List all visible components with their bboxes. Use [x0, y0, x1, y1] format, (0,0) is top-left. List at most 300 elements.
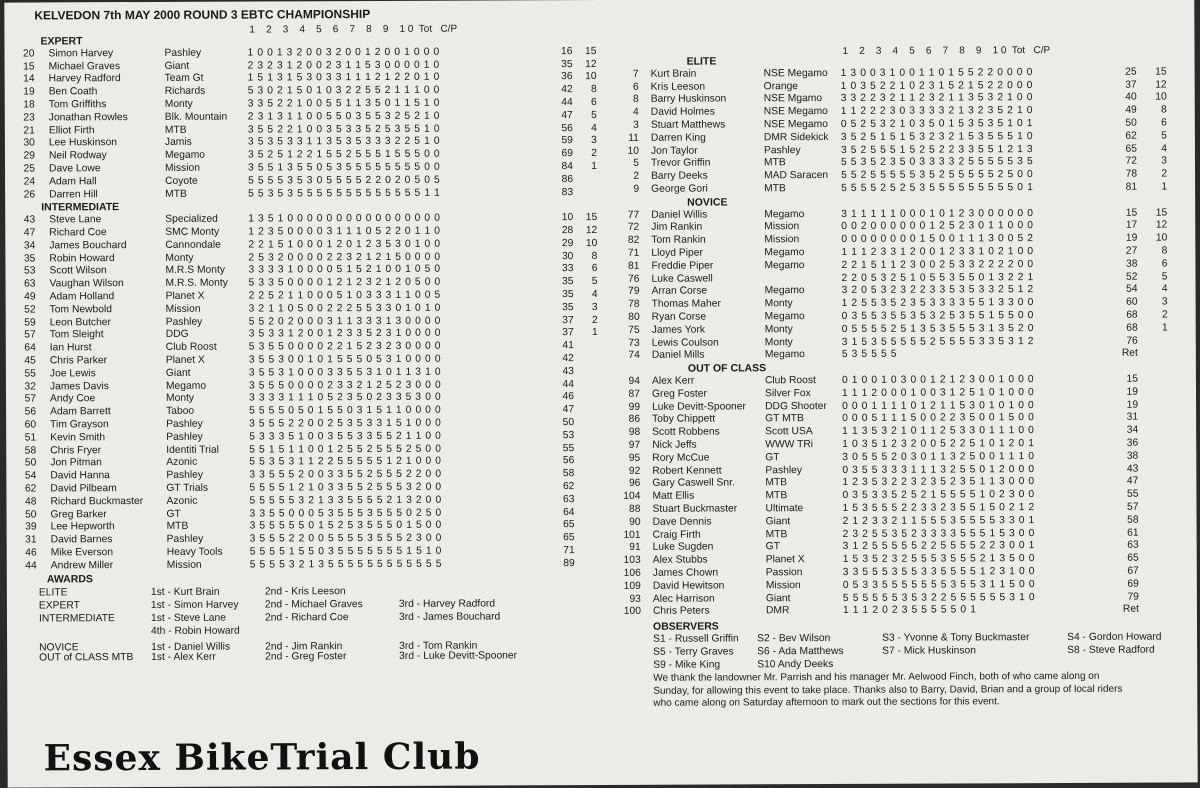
championship-points: 1: [579, 161, 597, 173]
bike-make: Club Roost: [765, 375, 816, 387]
award-category: ELITE: [39, 586, 68, 599]
rider-name: Harvey Radford: [49, 73, 121, 85]
rider-name: Kris Leeson: [651, 81, 705, 93]
rider-number: 7: [617, 69, 639, 81]
rider-number: 91: [619, 542, 641, 554]
rider-number: 48: [20, 496, 36, 508]
championship-points: 5: [579, 110, 597, 122]
award-first: 1st - Alex Kerr: [151, 650, 216, 663]
bike-make: Mission: [167, 560, 202, 572]
award-second: 2nd - Jim Rankin: [265, 640, 342, 653]
section-scores: 5 5 5 5 1 5 5 0 3 5 5 5 5 5 5 5 1 5 1 0: [250, 546, 442, 559]
rider-number: 86: [618, 414, 640, 426]
total-score: 89: [555, 558, 575, 570]
section-scores: 3 5 5 2 2 1 0 0 3 5 3 3 5 2 5 3 5 5 1 0: [248, 123, 440, 136]
total-score: 67: [1119, 566, 1139, 578]
rider-number: 92: [618, 465, 640, 477]
total-score: 10: [553, 212, 573, 224]
total-score: 79: [1119, 591, 1139, 603]
championship-points: 10: [579, 238, 597, 250]
championship-points: 8: [579, 251, 597, 263]
observer-entry: S6 - Ada Matthews: [757, 646, 843, 657]
rider-number: 23: [19, 112, 35, 124]
section-scores: 0 0 0 1 1 1 1 0 1 2 1 1 5 3 0 1 0 1 0 0: [842, 400, 1034, 413]
rider-name: Greg Foster: [652, 388, 707, 400]
bike-make: MTB: [765, 490, 787, 502]
championship-points: 12: [1147, 79, 1167, 91]
total-score: 83: [553, 187, 573, 199]
rider-name: David Hanna: [50, 470, 110, 482]
total-score: 38: [1118, 450, 1138, 462]
rider-name: Dave Lowe: [49, 163, 101, 175]
total-score: 81: [1117, 182, 1137, 194]
bike-make: MTB: [765, 478, 787, 490]
championship-points: 15: [578, 46, 596, 58]
award-third: 3rd - James Bouchard: [399, 610, 500, 623]
rider-number: 39: [21, 522, 37, 534]
bike-make: Pashley: [166, 470, 203, 482]
rider-name: Luke Sugden: [653, 542, 714, 554]
total-score: 50: [1117, 118, 1137, 130]
bike-make: Giant: [165, 60, 190, 72]
section-scores: 0 5 5 5 5 2 5 1 3 5 3 5 5 5 3 1 3 5 2 0: [842, 323, 1034, 336]
rider-name: Freddie Piper: [651, 260, 713, 272]
section-scores: 1 5 3 5 5 5 2 2 3 3 2 3 5 5 1 5 0 2 1 2: [842, 502, 1034, 515]
total-score: 38: [1117, 258, 1137, 270]
left-results-column: [4, 0, 604, 3]
rider-name: Andy Coe: [50, 394, 95, 406]
bike-make: Club Roost: [166, 342, 217, 354]
section-scores: 1 2 3 5 3 2 2 3 2 3 5 2 3 5 1 1 3 0 0 0: [842, 476, 1034, 489]
section-scores: 5 5 2 0 2 0 0 0 3 1 1 3 3 3 1 3 0 0 0 0: [249, 315, 441, 328]
award-second: 2nd - Kris Leeson: [265, 585, 346, 598]
thanks-note-line: Sunday, for allowing this event to take place. Thanks also to Barry, David, Brian and a group of local riders: [653, 683, 1122, 698]
award-row: [7, 649, 607, 665]
rider-name: Tom Sleight: [50, 330, 104, 342]
championship-points: 2: [579, 148, 597, 160]
section-scores: 3 3 5 5 5 3 5 5 3 3 5 5 5 5 1 2 3 1 0 0: [843, 566, 1035, 579]
rider-name: George Gori: [651, 184, 708, 196]
rider-name: Richard Coe: [49, 227, 106, 239]
rider-number: 9: [617, 184, 639, 196]
rider-number: 90: [619, 517, 641, 529]
total-score: 49: [1117, 105, 1137, 117]
thanks-note-line: who came along on Saturday afternoon to mark out the sections for this event.: [653, 696, 999, 710]
rider-number: 99: [618, 401, 640, 413]
total-score: 35: [553, 276, 573, 288]
total-score: 35: [554, 302, 574, 314]
bike-make: MTB: [165, 124, 187, 136]
bike-make: Pashley: [167, 534, 204, 546]
rider-number: 47: [19, 227, 35, 239]
rider-number: 73: [618, 337, 640, 349]
section-scores: 2 3 2 5 5 3 5 2 3 3 3 3 5 5 5 1 5 3 0 0: [843, 528, 1035, 541]
bike-make: SMC Monty: [165, 227, 219, 239]
total-score: 16: [552, 46, 572, 58]
section-scores: 3 3 3 3 1 0 0 0 0 5 1 5 2 1 0 0 1 0 5 0: [248, 264, 440, 277]
rider-name: Joe Lewis: [50, 368, 96, 380]
section-scores: 3 3 5 2 2 1 0 0 5 5 1 1 3 5 0 1 1 5 1 0: [248, 98, 440, 111]
rider-number: 103: [619, 555, 641, 567]
total-score: 27: [1117, 246, 1137, 258]
section-scores: 1 0 3 5 2 2 1 0 2 3 1 5 2 1 5 2 2 0 0 0: [841, 80, 1033, 93]
rider-name: Tom Newbold: [50, 304, 112, 316]
section-scores: 3 5 5 5 0 0 0 0 2 3 3 2 1 2 5 2 3 0 0 0: [249, 379, 441, 392]
rider-name: Tom Rankin: [651, 235, 705, 247]
rider-number: 79: [618, 286, 640, 298]
thanks-note-line: We thank the landowner Mr. Parrish and his manager Mr. Aelwood Finch, both of who came along on: [653, 671, 1099, 685]
total-score: 47: [554, 404, 574, 416]
observer-entry: S5 - Terry Graves: [653, 647, 734, 658]
bike-make: MTB: [764, 158, 786, 170]
total-score: 41: [554, 340, 574, 352]
total-score: 50: [554, 417, 574, 429]
total-score: 56: [554, 456, 574, 468]
rider-name: David Hewitson: [653, 580, 725, 592]
section-scores: 0 3 5 3 3 5 2 5 2 1 5 5 5 5 1 0 2 3 0 0: [842, 489, 1034, 502]
award-third: 3rd - Harvey Radford: [399, 597, 495, 610]
bike-make: Megamo: [764, 260, 804, 272]
rider-name: Matt Ellis: [652, 491, 694, 503]
rider-name: Barry Deeks: [651, 171, 708, 183]
section-scores: 3 2 0 5 3 2 3 2 2 3 3 5 3 5 3 3 2 5 1 2: [842, 285, 1034, 298]
section-scores: 5 5 5 5 1 2 1 0 3 3 5 5 2 5 5 5 3 2 0 0: [249, 482, 441, 495]
total-score: 43: [1118, 463, 1138, 475]
bike-make: Team Gt: [165, 73, 204, 85]
rider-name: Jon Pitman: [50, 458, 102, 470]
championship-points: 3: [1147, 156, 1167, 168]
total-score: 55: [1118, 489, 1138, 501]
rider-number: 74: [618, 350, 640, 362]
total-score: 61: [1119, 527, 1139, 539]
total-score: Ret: [1119, 604, 1139, 616]
championship-points: 8: [1147, 246, 1167, 258]
rider-number: 14: [19, 74, 35, 86]
championship-points: 6: [1147, 258, 1167, 270]
rider-number: 8: [617, 94, 639, 106]
section-scores: 0 0 2 0 0 0 0 0 0 1 2 5 2 3 0 1 1 0 0 0: [841, 221, 1033, 234]
observers-title: OBSERVERS: [653, 621, 719, 634]
bike-make: Silver Fox: [765, 388, 811, 400]
rider-number: 94: [618, 376, 640, 388]
total-score: 63: [1119, 540, 1139, 552]
section-scores: 1 3 0 0 3 1 0 0 1 1 0 1 5 5 2 2 0 0 0 0: [841, 67, 1033, 80]
bike-make: Planet X: [766, 554, 805, 566]
rider-name: Scott Robbens: [652, 427, 720, 439]
total-score: 43: [554, 366, 574, 378]
total-score: 40: [1117, 92, 1137, 104]
section-scores: 3 5 5 3 0 0 1 0 1 5 5 5 0 5 3 1 0 0 0 0: [249, 354, 441, 367]
observer-entry: S2 - Bev Wilson: [757, 633, 830, 644]
rider-number: 18: [19, 99, 35, 111]
bike-make: WWW TRi: [765, 439, 813, 451]
total-score: 68: [1118, 310, 1138, 322]
section-scores: 2 1 2 3 3 2 1 1 5 5 5 3 5 5 5 5 3 3 0 1: [843, 515, 1035, 528]
bike-make: GT: [765, 452, 779, 464]
section-scores: 1 0 0 1 3 2 0 0 3 2 0 0 1 2 0 0 1 0 0 0: [247, 46, 439, 59]
rider-number: 30: [19, 138, 35, 150]
rider-number: 53: [19, 266, 35, 278]
bike-make: MTB: [167, 521, 189, 533]
award-second: 2nd - Greg Foster: [265, 650, 346, 663]
section-scores: 3 2 1 1 0 5 0 0 2 2 2 5 5 3 3 0 1 0 1 0: [249, 302, 441, 315]
championship-points: 12: [1147, 220, 1167, 232]
total-score: 62: [554, 481, 574, 493]
rider-number: 43: [19, 215, 35, 227]
rider-number: 57: [20, 330, 36, 342]
section-scores: 2 3 2 3 1 2 0 0 2 3 1 1 5 3 0 0 0 0 1 0: [248, 59, 440, 72]
rider-name: Alex Stubbs: [653, 555, 708, 567]
bike-make: Megamo: [765, 311, 805, 323]
rider-name: Tim Grayson: [50, 419, 109, 431]
rider-name: Richard Buckmaster: [50, 496, 143, 508]
section-scores: 1 0 3 5 1 2 3 2 0 0 5 2 2 5 1 0 1 2 0 1: [842, 438, 1034, 451]
page-title: KELVEDON 7th MAY 2000 ROUND 3 EBTC CHAMPIONSHIP: [34, 7, 370, 22]
bike-make: DMR: [766, 606, 790, 618]
championship-points: 10: [1147, 233, 1167, 245]
rider-number: 3: [617, 120, 639, 132]
championship-points: 1: [1147, 182, 1167, 194]
section-scores: 2 2 1 5 1 0 0 0 1 2 0 1 2 3 5 3 0 1 0 0: [248, 238, 440, 251]
rider-number: 6: [617, 81, 639, 93]
total-score: 36: [1118, 438, 1138, 450]
rider-name: Robin Howard: [49, 253, 114, 265]
rider-name: Toby Chippett: [652, 414, 715, 426]
observer-entry: S1 - Russell Griffin: [653, 634, 739, 645]
section-scores: 0 0 0 5 1 1 1 5 0 0 2 2 3 5 0 0 1 5 0 0: [842, 412, 1034, 425]
rider-number: 21: [19, 125, 35, 137]
rider-name: David Pilbeam: [50, 483, 116, 495]
observer-entry: S3 - Yvonne & Tony Buckmaster: [882, 632, 1029, 644]
championship-points: 4: [1147, 143, 1167, 155]
total-score: 25: [1117, 66, 1137, 78]
rider-name: Tom Griffiths: [49, 99, 107, 111]
rider-name: Thomas Maher: [652, 299, 721, 311]
rider-number: 77: [617, 209, 639, 221]
section-scores: 5 3 3 3 5 1 0 0 3 5 5 3 3 5 5 2 1 1 0 0: [249, 430, 441, 443]
total-score: 47: [553, 110, 573, 122]
section-scores: 3 3 5 5 0 0 0 5 3 5 5 5 3 5 5 5 0 2 5 0: [250, 507, 442, 520]
total-score: 65: [1117, 143, 1137, 155]
bike-make: Pashley: [166, 316, 203, 328]
rider-name: Elliot Firth: [49, 125, 95, 137]
rider-name: Mike Everson: [51, 547, 113, 559]
total-score: 52: [1117, 271, 1137, 283]
rider-name: Chris Peters: [653, 606, 710, 618]
rider-name: Adam Hall: [49, 176, 97, 188]
rider-number: 44: [21, 560, 37, 572]
total-score: 58: [554, 468, 574, 480]
section-scores: 5 5 3 5 2 3 5 0 3 3 3 3 2 5 5 5 5 5 3 5: [841, 157, 1033, 170]
section-scores: 3 1 2 5 5 5 5 5 2 2 5 5 5 5 2 2 3 0 0 1: [843, 540, 1035, 553]
rider-number: 58: [20, 445, 36, 457]
bike-make: Passion: [766, 567, 803, 579]
championship-points: 15: [1147, 66, 1167, 78]
total-score: 59: [553, 136, 573, 148]
rider-number: 63: [19, 279, 35, 291]
award-category: OUT of CLASS MTB: [39, 651, 133, 664]
bike-make: Blk. Mountain: [165, 111, 227, 123]
section-scores: 5 3 5 5 5 5: [842, 349, 897, 361]
total-score: 63: [554, 494, 574, 506]
bike-make: MTB: [766, 529, 788, 541]
rider-number: 45: [20, 355, 36, 367]
rider-name: Stuart Matthews: [651, 119, 725, 131]
rider-number: 11: [617, 133, 639, 145]
bike-make: Pashley: [166, 432, 203, 444]
bike-make: Heavy Tools: [167, 547, 223, 559]
section-scores: 5 5 5 5 3 2 1 3 5 5 5 5 5 5 5 5 5 5 5 5: [250, 558, 442, 571]
championship-points: 4: [579, 123, 597, 135]
rider-name: Luke Devitt-Spooner: [652, 401, 746, 413]
rider-name: Lloyd Piper: [651, 248, 703, 260]
rider-number: 76: [617, 273, 639, 285]
award-third: 3rd - Tom Rankin: [399, 639, 477, 652]
total-score: 28: [553, 225, 573, 237]
rider-name: Ryan Corse: [652, 312, 706, 324]
section-scores: 5 3 5 5 0 0 0 0 2 2 1 5 2 3 2 3 0 0 0 0: [249, 341, 441, 354]
award-second: 2nd - Michael Graves: [265, 598, 363, 611]
bike-make: Monty: [765, 324, 793, 336]
section-scores: 3 5 5 5 2 2 0 0 2 5 3 5 3 3 1 5 1 0 0 0: [249, 418, 441, 431]
section-scores: 5 5 1 5 1 1 0 0 1 2 5 5 2 5 5 5 2 5 0 0: [249, 443, 441, 456]
rider-number: 101: [619, 529, 641, 541]
observer-entry: S4 - Gordon Howard: [1067, 632, 1161, 643]
total-score: 84: [553, 161, 573, 173]
bike-make: Scott USA: [765, 426, 813, 438]
championship-points: 3: [580, 302, 598, 314]
total-score: 29: [553, 238, 573, 250]
class-title: OUT OF CLASS: [688, 362, 766, 375]
rider-number: 88: [618, 504, 640, 516]
awards-title: AWARDS: [47, 573, 93, 586]
bike-make: Orange: [764, 81, 798, 93]
section-scores: 3 5 2 5 5 5 1 5 2 5 2 2 3 3 5 5 1 2 1 3: [841, 144, 1033, 157]
bike-make: Mission: [764, 222, 799, 234]
rider-name: Trevor Griffin: [651, 158, 711, 170]
bike-make: Mission: [165, 163, 200, 175]
section-scores: 1 1 1 2 0 0 0 1 0 0 3 1 2 5 1 0 1 0 0 0: [842, 387, 1034, 400]
championship-points: 12: [579, 59, 597, 71]
rider-number: 50: [21, 509, 37, 521]
award-category: EXPERT: [39, 599, 80, 612]
championship-points: 2: [1148, 310, 1168, 322]
rider-name: Chris Fryer: [50, 445, 101, 457]
total-score: 36: [553, 72, 573, 84]
bike-make: Mission: [166, 304, 201, 316]
section-scores: 1 1 1 2 3 3 1 2 0 0 1 2 3 3 1 0 2 1 0 0: [841, 246, 1033, 259]
bike-make: Specialized: [165, 214, 218, 226]
rider-number: 87: [618, 389, 640, 401]
rider-name: Daniel Mills: [652, 350, 705, 362]
result-row: [617, 181, 1195, 196]
bike-make: M.R.S Monty: [165, 265, 225, 277]
rider-name: Kurt Brain: [651, 68, 697, 80]
rider-name: Greg Barker: [51, 509, 107, 521]
section-scores: 2 3 1 3 1 1 0 0 5 5 0 3 5 5 3 2 5 2 1 0: [248, 110, 440, 123]
rider-name: James Chown: [653, 567, 718, 579]
rider-number: 64: [20, 343, 36, 355]
section-scores: 5 5 5 5 0 5 0 1 5 5 0 3 1 5 1 1 0 0 0 0: [249, 405, 441, 418]
total-score: 33: [553, 264, 573, 276]
observer-entry: S7 - Mick Huskinson: [882, 646, 976, 657]
championship-points: 5: [579, 276, 597, 288]
rider-name: Alex Kerr: [652, 376, 694, 388]
observer-entry: S9 - Mike King: [653, 660, 720, 671]
championship-points: 4: [1148, 284, 1168, 296]
bike-make: Pashley: [164, 48, 201, 60]
rider-name: Ben Coath: [49, 86, 98, 98]
section-scores: 5 5 5 5 5 5 3 5 3 2 2 5 5 5 5 5 5 3 1 0: [843, 592, 1035, 605]
bike-make: Mission: [766, 580, 801, 592]
championship-points: 2: [580, 315, 598, 327]
rider-name: Ian Hurst: [50, 342, 92, 354]
award-first: 1st - Kurt Brain: [151, 585, 220, 598]
bike-make: Monty: [166, 393, 194, 405]
section-scores: 1 2 3 5 0 0 0 0 3 1 1 1 0 5 2 2 0 1 1 0: [248, 226, 440, 239]
class-title: NOVICE: [687, 196, 727, 209]
bike-make: Ultimate: [765, 503, 803, 515]
award-first: 1st - Simon Harvey: [151, 598, 239, 611]
rider-number: 106: [619, 568, 641, 580]
rider-number: 51: [20, 432, 36, 444]
bike-make: GT Trials: [166, 483, 208, 495]
section-scores: 3 5 2 5 1 2 2 1 5 5 2 5 5 5 1 5 5 5 0 0: [248, 149, 440, 162]
bike-make: Jamis: [165, 137, 192, 149]
rider-name: Arran Corse: [652, 286, 708, 298]
total-score: 47: [1118, 476, 1138, 488]
rider-number: 20: [18, 48, 34, 60]
rider-number: 81: [617, 261, 639, 273]
rider-name: Jon Taylor: [651, 145, 698, 157]
bike-make: NSE Megamo: [764, 119, 828, 131]
total-score: 65: [555, 532, 575, 544]
championship-points: 6: [579, 263, 597, 275]
rider-name: Darren King: [651, 132, 706, 144]
bike-make: Planet X: [166, 355, 205, 367]
total-score: 15: [1117, 207, 1137, 219]
championship-points: 5: [1147, 271, 1167, 283]
total-score: 15: [1118, 374, 1138, 386]
rider-number: 55: [20, 368, 36, 380]
bike-make: M.R.S. Monty: [165, 278, 227, 290]
class-title: INTERMEDIATE: [41, 201, 119, 214]
total-score: 64: [554, 507, 574, 519]
total-score: 44: [553, 97, 573, 109]
rider-number: 46: [21, 547, 37, 559]
result-row: [618, 348, 1196, 363]
rider-number: 49: [20, 291, 36, 303]
club-name-banner: Essex BikeTrial Club: [43, 736, 480, 780]
rider-number: 54: [20, 471, 36, 483]
total-score: 42: [554, 353, 574, 365]
rider-name: Kevin Smith: [50, 432, 105, 444]
rider-name: Michael Graves: [49, 61, 121, 73]
rider-number: 72: [617, 222, 639, 234]
award-first: 4th - Robin Howard: [151, 624, 240, 637]
rider-name: Vaughan Wilson: [49, 278, 123, 290]
rider-number: 82: [617, 235, 639, 247]
rider-number: 98: [618, 427, 640, 439]
bike-make: Megamo: [764, 247, 804, 259]
section-scores: 0 1 0 0 1 0 3 0 0 1 2 1 2 3 0 0 1 0 0 0: [842, 374, 1034, 387]
rider-number: 75: [618, 325, 640, 337]
section-scores: 3 5 3 3 1 2 0 0 1 2 3 3 5 2 3 1 0 0 0 0: [249, 328, 441, 341]
total-score: 65: [1119, 553, 1139, 565]
bike-make: DDG Shooter: [765, 401, 827, 413]
total-score: 57: [1118, 502, 1138, 514]
bike-make: Monty: [165, 252, 193, 264]
